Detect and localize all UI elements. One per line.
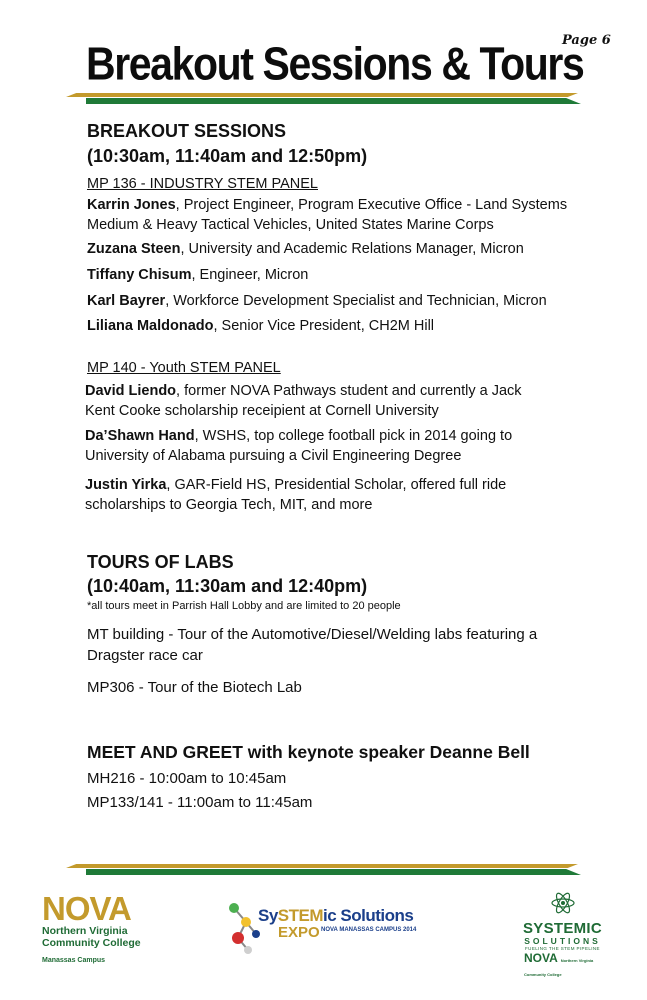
- header-gold-rule: [66, 93, 578, 97]
- tours-note: *all tours meet in Parrish Hall Lobby and are limited to 20 people: [87, 600, 401, 612]
- header-green-rule: [86, 98, 581, 104]
- expo-word: EXPO: [278, 924, 320, 941]
- panel1-entry-3: [87, 265, 587, 285]
- breakout-heading: BREAKOUT SESSIONS: [87, 121, 287, 141]
- entry-name: Liliana Maldonado: [87, 318, 214, 334]
- meet-heading: MEET AND GREET with keynote speaker Deanne Bell: [87, 742, 530, 762]
- footer-gold-rule: [66, 864, 578, 868]
- entry-name: David Liendo: [85, 383, 177, 399]
- entry-name: Zuzana Steen: [87, 241, 181, 257]
- solutions-word: SOLUTIONS: [524, 936, 601, 946]
- nova-logo-word: NOVA: [42, 890, 131, 927]
- systemic-logo: [520, 890, 605, 979]
- entry-name: Justin Yirka: [85, 477, 167, 493]
- meet-item-1: MH216 - 10:00am to 10:45am: [87, 770, 287, 787]
- tours-heading: TOURS OF LABS: [87, 552, 234, 572]
- panel1-entry-2: [87, 239, 587, 259]
- expo-title: [258, 906, 413, 926]
- panel1-title: MP 136 - INDUSTRY STEM PANEL: [87, 176, 318, 192]
- panel1-entry-1: [87, 195, 587, 235]
- systemic-nova-sub2: Community College: [524, 972, 562, 977]
- breakout-times: (10:30am, 11:40am and 12:50pm): [87, 146, 368, 166]
- nova-logo: [42, 890, 152, 964]
- entry-desc: , former NOVA Pathways student and currently a Jack Kent Cooke scholarship receipient at Cornell University: [85, 383, 522, 419]
- expo-subtitle: NOVA MANASSAS CAMPUS 2014: [321, 927, 417, 933]
- systemic-nova-sub1: Northern Virginia: [560, 958, 594, 963]
- footer-green-rule: [86, 869, 581, 875]
- panel1-entry-4: [87, 291, 587, 311]
- tour-item-2: MP306 - Tour of the Biotech Lab: [87, 679, 302, 696]
- entry-desc: , Project Engineer, Program Executive Office - Land Systems Medium & Heavy Tactical Vehicles, United States Marine Corps: [87, 197, 568, 233]
- entry-desc: , Workforce Development Specialist and Technician, Micron: [165, 293, 547, 309]
- page-title: Breakout Sessions & Tours: [86, 38, 584, 90]
- entry-desc: , GAR-Field HS, Presidential Scholar, offered full ride scholarships to Georgia Tech, MIT, and more: [85, 477, 507, 513]
- tour-item-1: MT building - Tour of the Automotive/Diesel/Welding labs featuring a Dragster race car: [87, 626, 538, 664]
- systemic-tagline: FUELING THE STEM PIPELINE: [525, 946, 600, 951]
- panel2-entry-1: [85, 381, 525, 421]
- entry-desc: , Engineer, Micron: [191, 267, 309, 283]
- entry-desc: , University and Academic Relations Manager, Micron: [180, 241, 524, 257]
- atom-icon: [550, 890, 576, 916]
- panel2-title: MP 140 - Youth STEM PANEL: [87, 360, 281, 376]
- panel1-entry-5: [87, 316, 587, 336]
- nova-logo-campus: Manassas Campus: [42, 957, 106, 964]
- meet-item-2: MP133/141 - 11:00am to 11:45am: [87, 794, 313, 811]
- nova-logo-line1: Northern Virginia: [42, 925, 128, 937]
- page-number: Page 6: [562, 33, 611, 48]
- panel2-entry-3: [85, 475, 525, 515]
- entry-name: Da’Shawn Hand: [85, 428, 195, 444]
- entry-desc: , Senior Vice President, CH2M Hill: [213, 318, 435, 334]
- expo-title-sy: Sy: [258, 906, 278, 925]
- systemic-nova-word: NOVA: [524, 951, 558, 965]
- entry-name: Tiffany Chisum: [87, 267, 192, 283]
- systemic-word: SYSTEMIC: [522, 920, 603, 937]
- expo-title-stem: STEM: [277, 906, 324, 925]
- expo-logo: [226, 900, 426, 960]
- systemic-nova: [524, 951, 605, 979]
- molecule-icon: [226, 900, 260, 956]
- nova-logo-line2: Community College: [42, 937, 141, 949]
- entry-desc: , WSHS, top college football pick in 2014 going to University of Alabama pursuing a Civil Engineering Degree: [85, 428, 513, 464]
- panel2-entry-2: [85, 426, 545, 466]
- entry-name: Karl Bayrer: [87, 293, 166, 309]
- tours-times: (10:40am, 11:30am and 12:40pm): [87, 576, 368, 596]
- entry-name: Karrin Jones: [87, 197, 176, 213]
- expo-title-rest: ic Solutions: [323, 906, 414, 925]
